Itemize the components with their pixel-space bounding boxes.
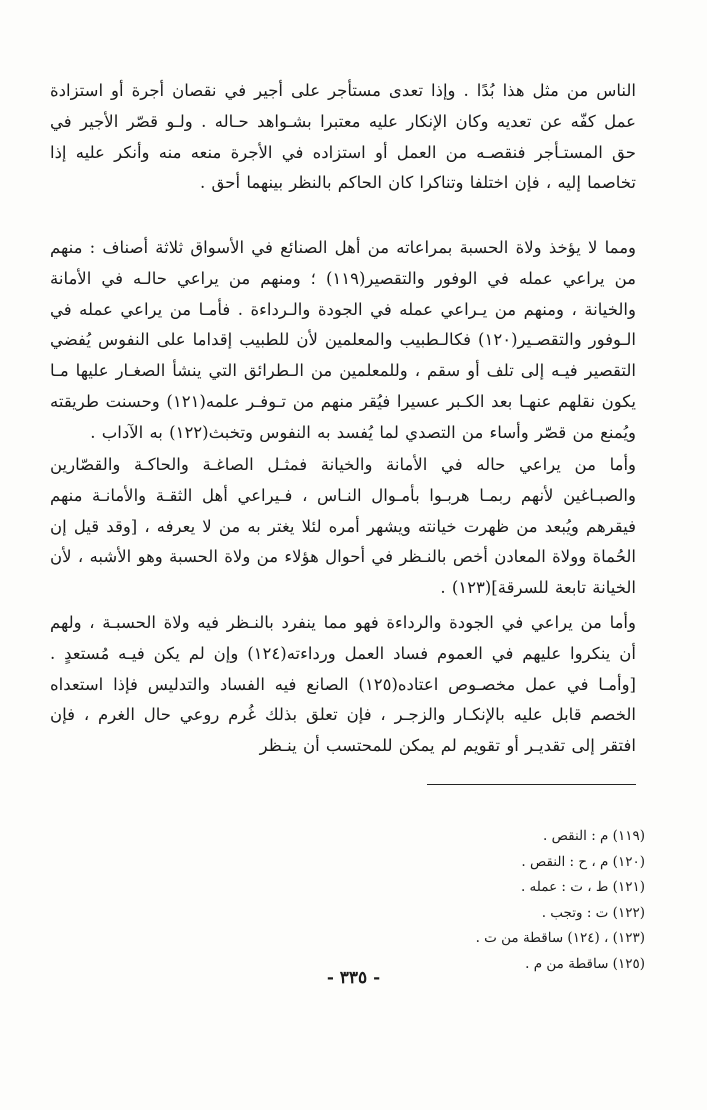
paragraph-text: وأما من يراعي في الجودة والرداءة فهو مما ينفرد بالنـظر فيه ولاة الحسبـة ، ولهم أن ينكروا عليهم في العموم فساد العمل ورداءته(١٢٤) وإن لم يكن فيـه مُستعدٍ . [وأمـا في عمل مخصـوص اعتاده(١٢٥) الصانع فيه الفساد والتدليس فإذا استعداه الخصم قابل عليه بالإنكـار والزجـر ، فإن تعلق بذلك غُرم روعي حال الغرم ، فإن افتقر إلى تقديـر أو تقويم لم يمكن للمحتسب أن ينـظر [50,613,636,756]
paragraph-text: الناس من مثل هذا بُدًا . وإذا تعدى مستأجر على أجير في نقصان أجرة أو استزادة عمل كفّه عن تعديه وكان الإنكار عليه معتبرا بشـواهد حـاله . ولـو قصّر الأجير في حق المستـأجر فنقصـه من العمل أو استزاده في الأجرة منعه منه وأنكر عليه إذا تخاصما إليه ، فإن اختلفا وتناكرا كان الحاكم بالنظر بينهما أحق . [50,81,636,193]
footnote-122: (١٢٢) ت : وتجب . [541,904,645,921]
paragraph-text: وأما من يراعي حاله في الأمانة والخيانة فمثـل الصاغـة والحاكـة والقصّارين والصبـاغين لأنهم ربمـا هربـوا بأمـوال النـاس ، فـيراعي أهل الثقـة والأمانـة منهم فيقرهم ويُبعد من ظهرت خيانته ويشهر أمره لئلا يغتر به من لا يعرفه ، [وقد قيل إن الحُماة وولاة المعادن أخص بالنـظر في أحوال هؤلاء من ولاة الحسبة وهو الأشبه ، لأن الخيانة تابعة للسرقة](١٢٣) . [50,455,636,598]
footnote-121: (١٢١) ط ، ت : عمله . [520,879,645,895]
paragraph-1 [50,76,636,199]
footnote-120: (١٢٠) م ، ح : النقص . [521,853,645,870]
footnote-119: (١١٩) م : النقص . [543,828,645,844]
page-number: - ٣٣٥ - [326,968,381,988]
footnotes [245,824,645,977]
paragraph-3 [50,450,636,604]
paragraph-text: ومما لا يؤخذ ولاة الحسبة بمراعاته من أهل الصنائع في الأسواق ثلاثة أصناف : منهم من يراعي عمله في الوفور والتقصير(١١٩) ؛ ومنهم من يراعي حالـه في الأمانة والخيانة ، ومنهم من يـراعي عمله في الجودة والـرداءة . فأمـا من يراعي عمله في الـوفور والتقصـير(١٢٠) فكالـطبيب والمعلمين لأن للطبيب إقداما على النفوس يُفضي التقصير فيـه إلى تلف أو سقم ، وللمعلمين من الـطرائق التي ينشأ الصغـار عليها مـا يكون نقلهم عنهـا بعد الكـبر عسيرا فيُقر منهم من تـوفـر علمه(١٢١) وحسنت طريقته ويُمنع من قصّر وأساء من التصدي لما يُفسد به النفوس وتخبث(١٢٢) به الآداب . [50,238,637,442]
paragraph-2 [50,233,636,449]
footnote-125: (١٢٥) ساقطة من م . [525,955,645,972]
footnote-separator [427,784,636,785]
footnote-123-124: (١٢٣) ، (١٢٤) ساقطة من ت . [475,930,645,946]
paragraph-4 [50,608,636,762]
